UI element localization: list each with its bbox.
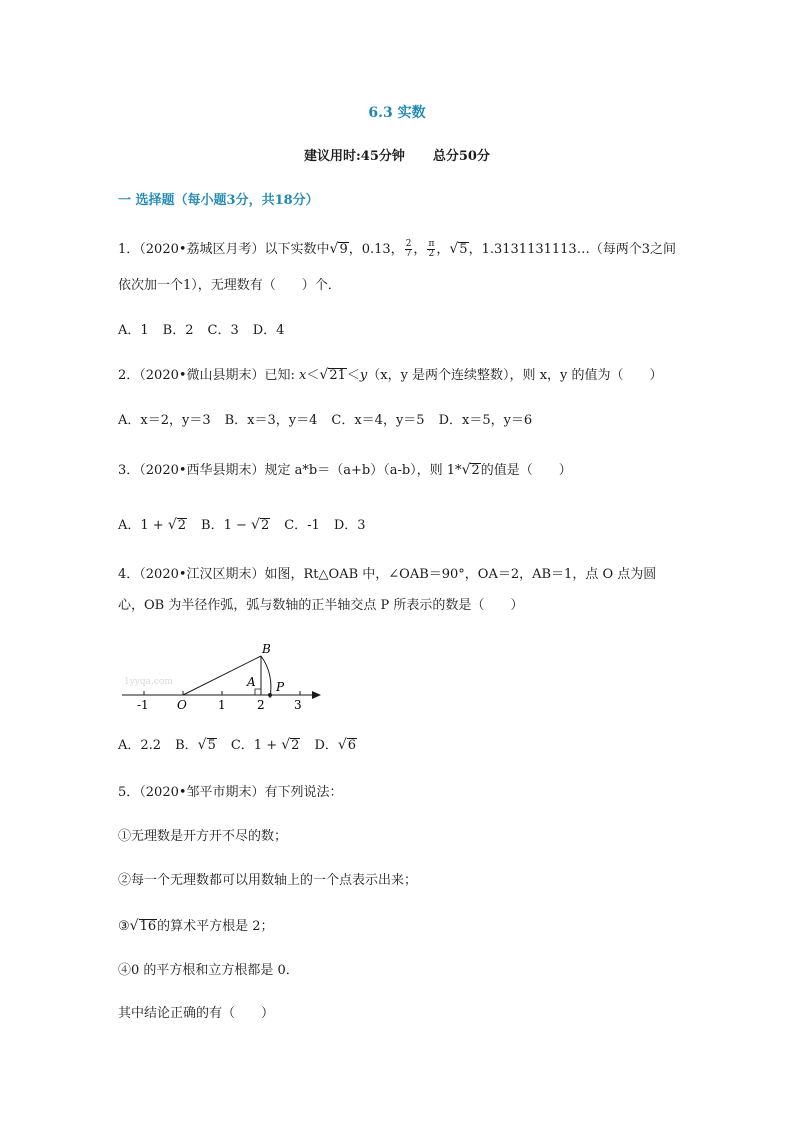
question-5-prompt: 其中结论正确的有（ ） [118,1006,275,1021]
label-A: A [247,675,256,689]
fraction-pi-2: $\frac{\pi}{2}$ [428,239,435,259]
right-angle-mark [255,689,261,695]
tick-label-3: 3 [294,698,302,712]
subtitle [0,148,794,166]
question-5-line-1: 5．（2020•邹平市期末）有下列说法： [118,785,343,800]
q1-option-a: A．1 [118,323,149,338]
tick-label-O: O [177,698,187,712]
question-3-options [118,517,380,535]
q3-option-b: B．1 − √ 2 [201,517,270,533]
q3-option-a: A．1 + √ 2 [118,517,187,533]
question-1-line-2: 依次加一个1），无理数有（ ）个． [118,278,341,293]
q4-option-b: B． √ 5 [175,737,216,753]
tick-label-1: 1 [218,698,226,712]
statement-3: ③ √ 16 的算术平方根是 2； [118,918,274,934]
q2-option-b: B．x＝3，y＝4 [224,413,318,428]
tick-label-neg1: -1 [137,698,149,712]
fraction-2-7: $\frac{2}{7}$ [405,239,412,259]
sqrt-2: √ 2 [461,462,480,478]
question-1-options [118,322,298,340]
total-score: 总分50分 [432,149,490,164]
q4-option-c: C．1 + √ 2 [230,737,300,753]
q4-option-d: D． √ 6 [314,737,357,753]
q2-option-a: A．x＝2，y＝3 [118,413,211,428]
statement-4: ④0 的平方根和立方根都是 0． [118,963,299,978]
suggested-time: 建议用时:45分钟 [304,149,405,164]
axis-arrow [312,691,321,699]
page-title: 6.3 实数 [368,105,426,121]
sqrt-21: √ 21 [319,367,346,383]
question-2-options [118,412,546,430]
statement-1: ①无理数是开方开不尽的数； [118,829,288,844]
point-P [268,693,272,697]
q2-option-d: D．x＝5，y＝6 [438,413,533,428]
question-2-line-1: 2．（2020•微山县期末）已知: x＜ √ 21 ＜y（x，y 是两个连续整数），则 x，y 的值为（ ） [118,367,663,383]
question-4-line-1: 4．（2020•江汉区期末）如图，Rt△OAB 中，∠OAB＝90°，OA＝2，AB＝1，点 O 点为圆 [118,567,657,582]
q1-option-b: B．2 [162,323,194,338]
question-4-options [118,737,371,755]
sqrt-16: √ 16 [129,918,157,934]
watermark: 1yyqa.com [124,677,173,687]
q4-option-a: A．2.2 [118,738,162,753]
q1-option-c: C．3 [207,323,239,338]
question-4-line-2: 心，OB 为半径作弧，弧与数轴的正半轴交点 P 所表示的数是（ ） [118,598,524,613]
section-heading: 一 选择题（每小题3分，共18分） [118,193,319,208]
sqrt-9: √ 9 [329,241,348,257]
number-line-figure [118,636,328,714]
q3-option-c: C．-1 [284,518,320,533]
arc-B-to-P [261,656,271,698]
q3-option-d: D．3 [333,518,366,533]
label-B: B [262,642,271,656]
q1-option-d: D．4 [252,323,285,338]
question-1-line-1: 1．（2020•荔城区月考）以下实数中 √ 9 ，0.13， $\frac{2}{7}$ ， $\frac{\pi}{2}$ ， √ 5 ，1.3131131113…（每两个3之间 [118,239,676,259]
q2-option-c: C．x＝4，y＝5 [331,413,425,428]
sqrt-5: √ 5 [449,241,468,257]
question-3-line-1: 3．（2020•西华县期末）规定 a*b＝（a+b）（a-b），则 1* √ 2 的值是（ ） [118,462,572,478]
tick-label-2: 2 [257,698,265,712]
label-P: P [276,680,285,694]
statement-2: ②每一个无理数都可以用数轴上的一个点表示出来； [118,873,418,888]
